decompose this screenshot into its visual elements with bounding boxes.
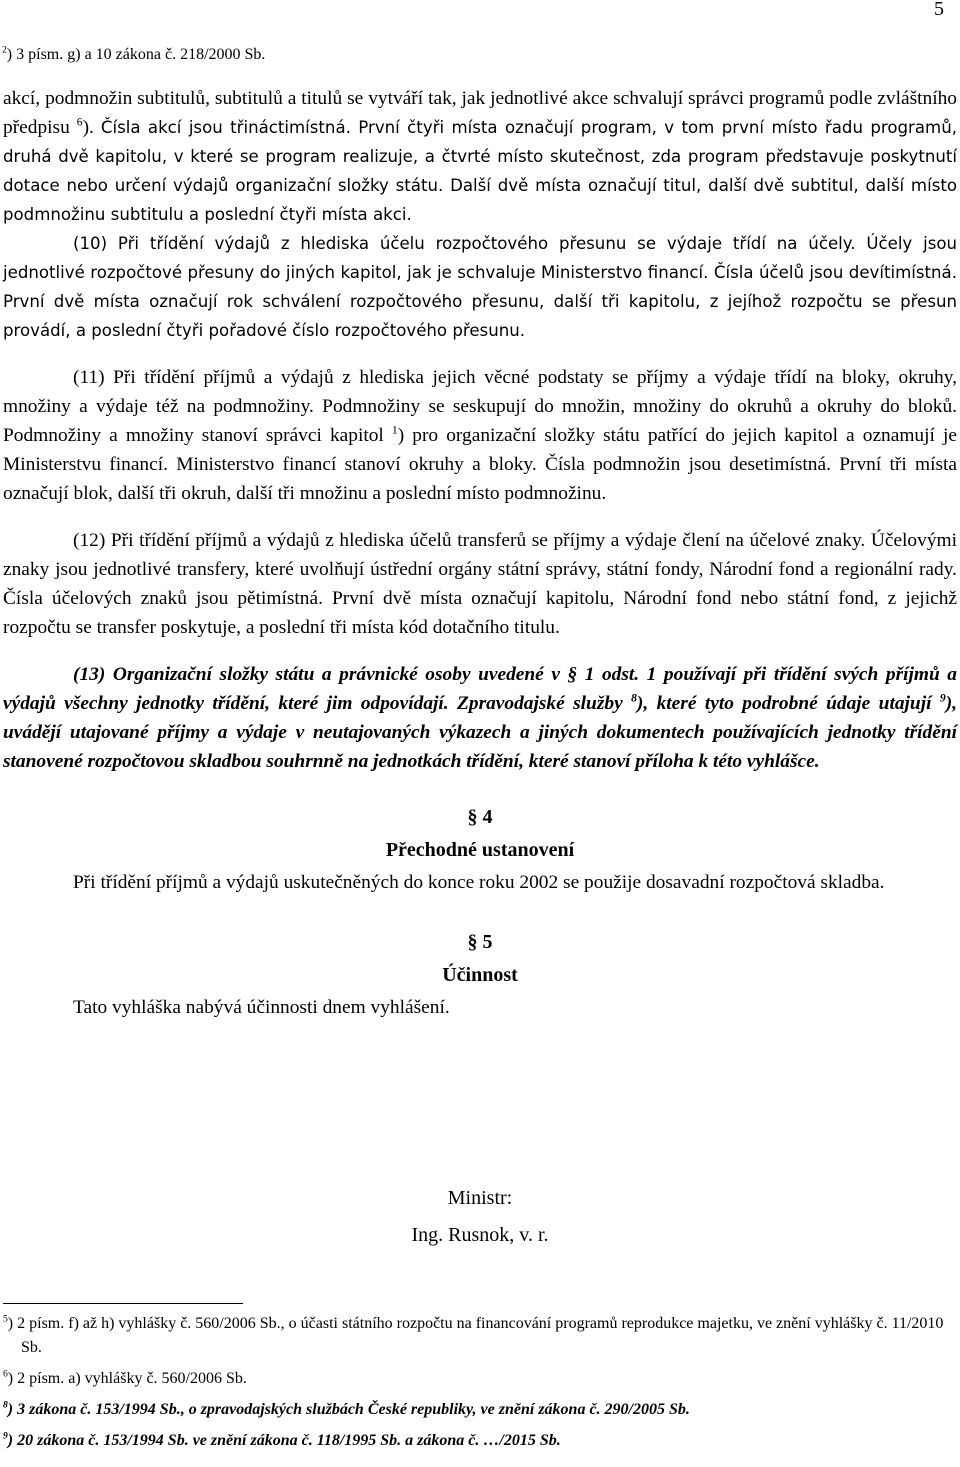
paragraph-text: Podmnožiny a množiny stanoví správci kapitol <box>3 425 392 446</box>
paragraph-text: programů podle zvláštního předpisu <box>3 88 957 138</box>
footnote-ref: 6 <box>76 115 83 129</box>
footnote-text: ) 3 zákona č. 153/1994 Sb., o zpravodajských službách České republiky, ve znění zákona č. 290/2005 Sb. <box>7 1401 690 1418</box>
paragraph-text: ), uvádějí utajované příjmy a výdaje v neutajovaných výkazech a jiných dokumentech používajících jednotky třídění stanovené rozpočtovou skladbou souhrnně na jednotkách třídění, které stanoví příloha k této vyhlášce. <box>3 693 957 772</box>
paragraph-text: První dvě místa označují rok schválení rozpočtového přesunu, další tři kapitolu, z jejíhož rozpočtu se přesun provádí, a poslední čtyři pořadové číslo rozpočtového přesunu. <box>3 292 957 340</box>
paragraph-text: ), které tyto podrobné údaje utajují <box>636 693 940 714</box>
footnotes <box>3 1312 957 1460</box>
footnote-text: ) 2 písm. f) až h) vyhlášky č. 560/2006 Sb., o účasti státního rozpočtu na financování programů reprodukce majetku, ve znění vyhlášky č. 11/2010 Sb. <box>7 1315 944 1356</box>
footnote-text: ) 20 zákona č. 153/1994 Sb. ve znění zákona č. 118/1995 Sb. a zákona č. …/2015 Sb. <box>7 1432 561 1449</box>
section-5-number: § 5 <box>467 931 493 953</box>
paragraph-text: (13) Organizační složky státu a právnické osoby uvedené v § 1 odst. 1 používají při třídění svých příjmů a výdajů všechny jednotky třídění, které jim odpovídají. Zpravodajské služby <box>3 664 957 714</box>
footnote-item <box>3 1312 957 1360</box>
paragraph-text: (10) Při třídění výdajů z hlediska účelu rozpočtového přesunu se výdaje třídí na účely. <box>73 234 867 253</box>
section-4-number: § 4 <box>467 806 493 828</box>
paragraph-text: Účelovými znaky jsou jednotlivé transfery, které uvolňují ústřední orgány státní správy, státní fondy, Národní fond a regionální rady. Čísla účelových znaků jsou pětimístná. <box>3 530 957 609</box>
signature-role: Ministr: <box>447 1187 513 1209</box>
top-footnote <box>2 46 265 64</box>
footnote-marker: 2 <box>2 44 7 56</box>
signature-name: Ing. Rusnok, v. r. <box>411 1224 549 1246</box>
paragraph-text: Čísla akcí jsou třináctimístná. První čtyři místa označují program, v tom první místo řadu programů, druhá dvě kapitolu, v které se program realizuje, a čtvrté místo skutečnost, zda program představuje poskytnutí dotace nebo určení výdajů organizační složky státu. Další dvě místa označují titul, další dvě subtitul, další místo podmnožinu subtitulu a poslední čtyři místa akci. <box>3 118 957 224</box>
footnote-ref: 8 <box>631 691 637 705</box>
paragraph-text: ) pro organizační složky státu patřící do jejich kapitol a oznamují je Ministerstvu financí. Ministerstvo financí stanoví okruhy a bloky. Čísla podmnožin jsou desetimístná. <box>3 425 957 475</box>
section-5-title: Účinnost <box>442 964 518 986</box>
footnote-text: ) 3 písm. g) a 10 zákona č. 218/2000 Sb. <box>6 46 266 63</box>
footnote-marker: 6 <box>3 1368 8 1380</box>
footnote-item <box>3 1398 957 1422</box>
footnote-item <box>3 1429 957 1453</box>
paragraph-text: ). <box>82 117 101 138</box>
paragraph-text: akcí, podmnožin subtitulů, subtitulů a titulů se vytváří tak, jak jednotlivé akce schvalují správci <box>3 88 745 109</box>
paragraph-9-continuation <box>3 84 957 229</box>
footnote-ref: 1 <box>391 423 398 437</box>
footnote-marker: 8 <box>3 1399 8 1411</box>
footnote-text: ) 2 písm. a) vyhlášky č. 560/2006 Sb. <box>7 1370 247 1387</box>
paragraph-text: První dvě místa označují kapitolu, Národní fond nebo státní fond, z jejichž rozpočtu se transfer poskytuje, a poslední tři místa kód dotačního titulu. <box>3 588 957 638</box>
paragraph-10 <box>3 229 957 345</box>
paragraph-11 <box>3 363 957 508</box>
section-4-title: Přechodné ustanovení <box>385 839 575 861</box>
paragraph-12 <box>3 526 957 642</box>
paragraph-text: Účely jsou jednotlivé rozpočtové přesuny do jiných kapitol, jak je schvaluje Ministerstvo financí. Čísla účelů jsou devítimístná. <box>3 234 958 282</box>
section-4-text: Při třídění příjmů a výdajů uskutečněných do konce roku 2002 se použije dosavadní rozpočtová skladba. <box>73 872 885 893</box>
paragraph-text: První tři místa označují blok, další tři okruh, další tři množinu a poslední místo podmnožinu. <box>3 454 957 504</box>
footnote-item <box>3 1367 957 1391</box>
section-5-text: Tato vyhláška nabývá účinnosti dnem vyhlášení. <box>73 997 450 1018</box>
paragraph-text: (12) Při třídění příjmů a výdajů z hlediska účelů transferů se příjmy a výdaje člení na účelové znaky. <box>73 530 871 551</box>
footnote-separator <box>3 1303 243 1304</box>
footnote-ref: 9 <box>939 691 946 705</box>
footnote-marker: 9 <box>3 1430 8 1442</box>
paragraph-text: (11) Při třídění příjmů a výdajů z hlediska jejich věcné podstaty se příjmy a výdaje třídí na bloky, okruhy, množiny a výdaje též na podmnožiny. <box>3 367 957 417</box>
paragraph-text: Podmnožiny se seskupují do množin, množiny do okruhů a okruhy do bloků. <box>322 396 957 417</box>
page-number: 5 <box>934 0 944 20</box>
document-body <box>3 84 957 1022</box>
footnote-marker: 5 <box>3 1313 8 1325</box>
paragraph-13 <box>3 660 957 776</box>
